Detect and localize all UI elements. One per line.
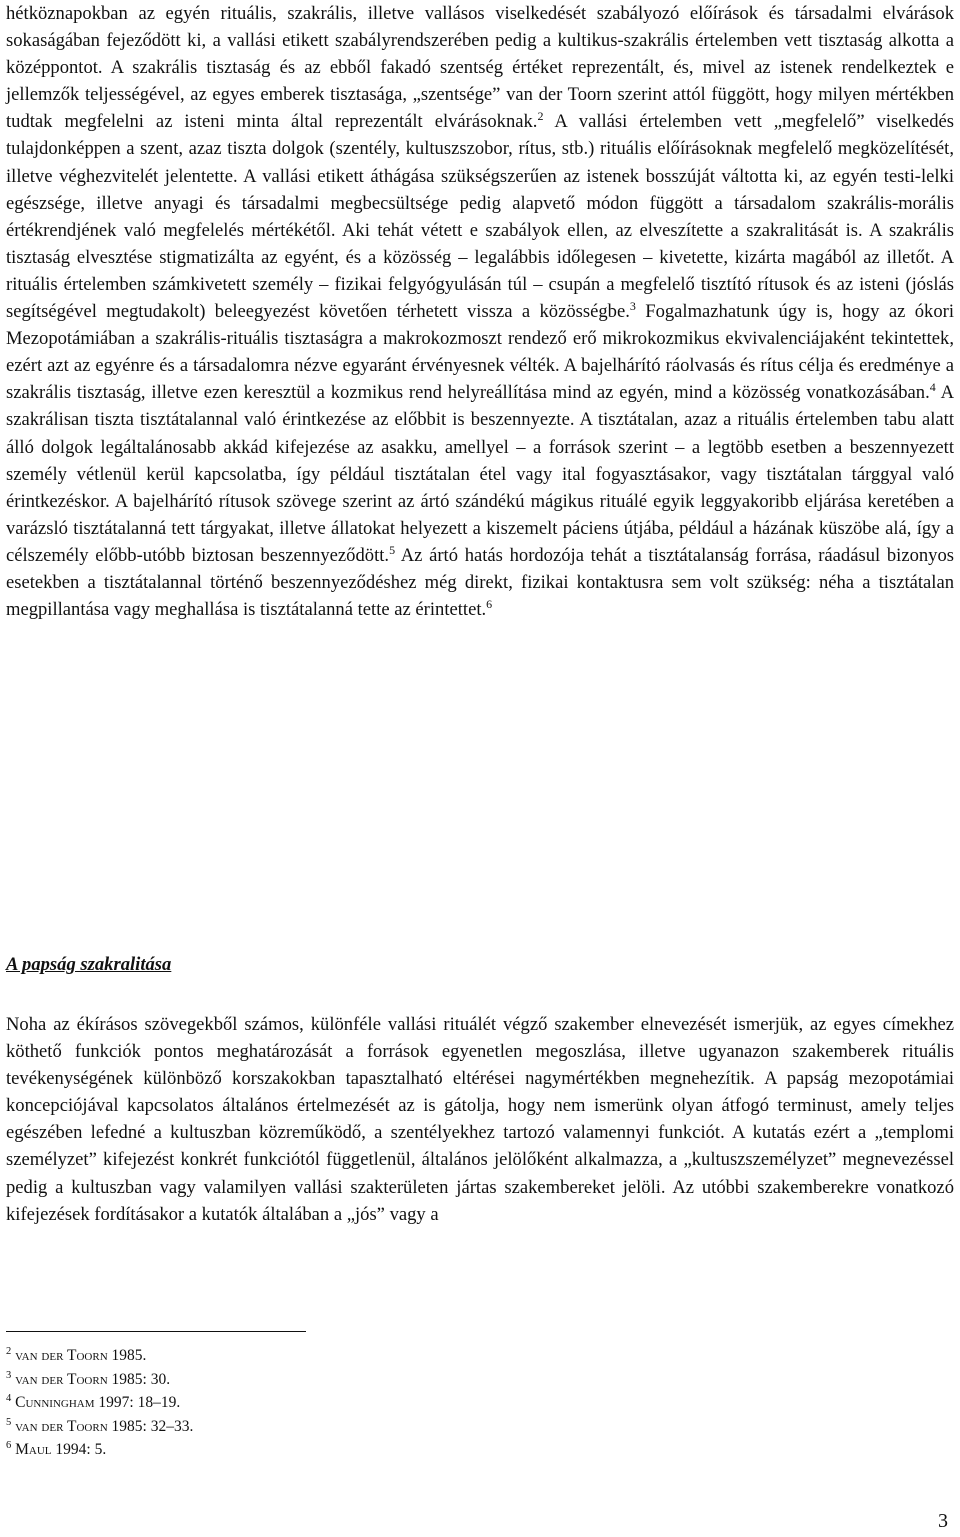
section-heading: A papság szakralitása [6,954,172,975]
footnote-ref: 1994: 5. [51,1441,107,1459]
footnote-ref-5[interactable]: 5 [389,542,396,557]
paragraph-text: A vallási értelemben vett „megfelelő” viselkedés tulajdonképpen a szent, azaz tiszta dolgok (szentély, kultuszszobor, rítus, stb.) rituális előírásoknak megfelelő megközelítését, illetve véghezvitelét jelentette. A vallási etikett áthágása szükségszerűen az istenek bosszúját váltotta ki, az egyén testi-lelki egészsége, illetve anyagi és társadalmi megbecsültsége pedig alapvető módon függött a társadalom szakrális-morális értékrendjének való megfelelés mértékétől. Aki tehát vétett e szabályok ellen, az elveszítette a szakralitását is. A szakrális tisztaság elvesztése stigmatizálta az egyént, és a közösség – legalábbis időlegesen – kivetette, kizárta magából az illetőt. A rituális értelemben számkivetett személy – fizikai felgyógyulásán túl – csupán a megfelelő tisztító rítusok és az isteni (jóslás segítségével megtudakolt) beleegyezést követően térhetett vissza a közösségbe. [6,111,955,323]
footnote-item [6,1368,606,1392]
footnote-ref-3[interactable]: 3 [629,299,636,314]
footnote-ref-6[interactable]: 6 [486,597,493,612]
paragraph-text: Fogalmazhatunk úgy is, hogy az ókori Mezopotámiában a szakrális-rituális tisztaságra a makrokozmoszt rendező erő mikrokozmikus ekvivalenciájaként tekintettek, ezért azt az egyénre és a társadalomra nézve egyaránt érvényesnek vélték. A bajelhárító ráolvasás és rítus célja és eredménye a szakrális tisztaság, illetve ezen keresztül a kozmikus rend helyreállítása mind az egyén, mind a közösség vonatkozásában. [6,301,954,404]
paragraph-text: hétköznapokban az egyén rituális, szakrális, illetve vallásos viselkedését szabályozó előírások és társadalmi elvárások sokaságában fejeződött ki, a vallási etikett szabályrendszerében pedig a kultikus-szakrális értelemben vett tisztaság alkotta a középpontot. A szakrális tisztaság és az ebből fakadó szentség értéket reprezentált, és, mivel az istenek rendelkeztek e jellemzők teljességével, az egyes emberek tisztasága, „szentsége” van der Toorn szerint attól függött, hogy milyen mértékben tudtak megfelelni az isteni minta által reprezentált elvárásoknak. [6,3,954,133]
footnote-number: 4 [6,1393,12,1405]
paragraph-text: Az ártó hatás hordozója tehát a tisztátalanság forrása, ráadásul bizonyos esetekben a tisztátalannal történő beszennyeződéshez még direkt, fizikai kontaktusra sem volt szükség: néha a tisztátalan megpillantása vagy meghallása is tisztátalanná tette az érintettet. [6,544,954,621]
footnote-ref: 1985: 30. [107,1370,171,1388]
footnote-item [6,1438,606,1462]
footnote-number: 2 [6,1346,12,1357]
footnote-number: 5 [6,1416,12,1428]
footnote-author: van der Toorn [15,1347,108,1364]
page-number: 3 [938,1510,948,1532]
paragraph-text: A szakrálisan tiszta tisztátalannal való érintkezése az előbbit is beszennyezte. A tisztátalan, azaz a rituális értelemben tabu alatt álló dolgok legáltalánosabb akkád kifejezése az asakku, amellyel – a források szerint – a legtöbb esetben a beszennyezett személy vétlenül kerül kapcsolatba, így például tisztátalan étel vagy ital fogyasztásakor, vagy tisztátalan tárggyal való érintkezéskor. A bajelhárító rítusok szövege szerint az ártó szándékú mágikus rituálé egyik leggyakoribb eljárása keretében a varázsló tisztátalanná tett tárgyakat, illetve állatokat helyezett a kiszemelt páciens útjába, például a házának küszöbe alá, így a célszemély előbb-utóbb biztosan beszennyeződött. [6,382,954,566]
body-paragraph-1 [6,0,954,623]
footnote-ref-2[interactable]: 2 [537,109,544,124]
footnote-author: van der Toorn [15,1417,108,1435]
footnote-number: 3 [6,1369,12,1381]
footnote-ref: 1985: 32–33. [107,1417,194,1435]
footnote-ref: 1997: 18–19. [94,1394,181,1412]
footnotes-list [6,1344,606,1462]
body-paragraph-2: Noha az ékírásos szövegekből számos, különféle vallási rituálét végző szakember elnevezését ismerjük, az egyes címekhez köthető funkciók pontos meghatározását a források egyenetlen megoszlása, illetve ugyanazon szakemberek rituális tevékenységének különböző korszakokban tapasztalható eltérései nagymértékben megnehezítik. A papság mezopotámiai koncepciójával kapcsolatos általános értelmezését az is gátolja, hogy nem ismerünk olyan átfogó terminust, amely teljes egészében lefedné a kultuszban közreműködő, a szentélyekhez tartozó valamennyi funkciót. A kutatás ezért a „templomi személyzet” kifejezést konkrét funkciótól függetlenül, általános jelölőként alkalmazza, a „kultuszszemélyzet” megnevezéssel pedig a kultuszban vagy valamilyen vallási szakterületen jártas szakembereket jelöli. Az utóbbi szakemberekre vonatkozó kifejezések fordításakor a kutatók általában a „jós” vagy a [6,1014,954,1225]
footnote-item [6,1415,606,1439]
footnote-author: Maul [15,1441,52,1459]
footnote-item [6,1391,606,1415]
footnote-author: Cunningham [15,1394,95,1412]
footnote-separator [6,1331,306,1332]
footnote-ref-4[interactable]: 4 [929,380,936,395]
footnote-number: 6 [6,1440,12,1452]
footnote-ref: 1985. [107,1347,147,1364]
footnote-item [6,1344,606,1368]
footnote-author: van der Toorn [15,1370,108,1388]
